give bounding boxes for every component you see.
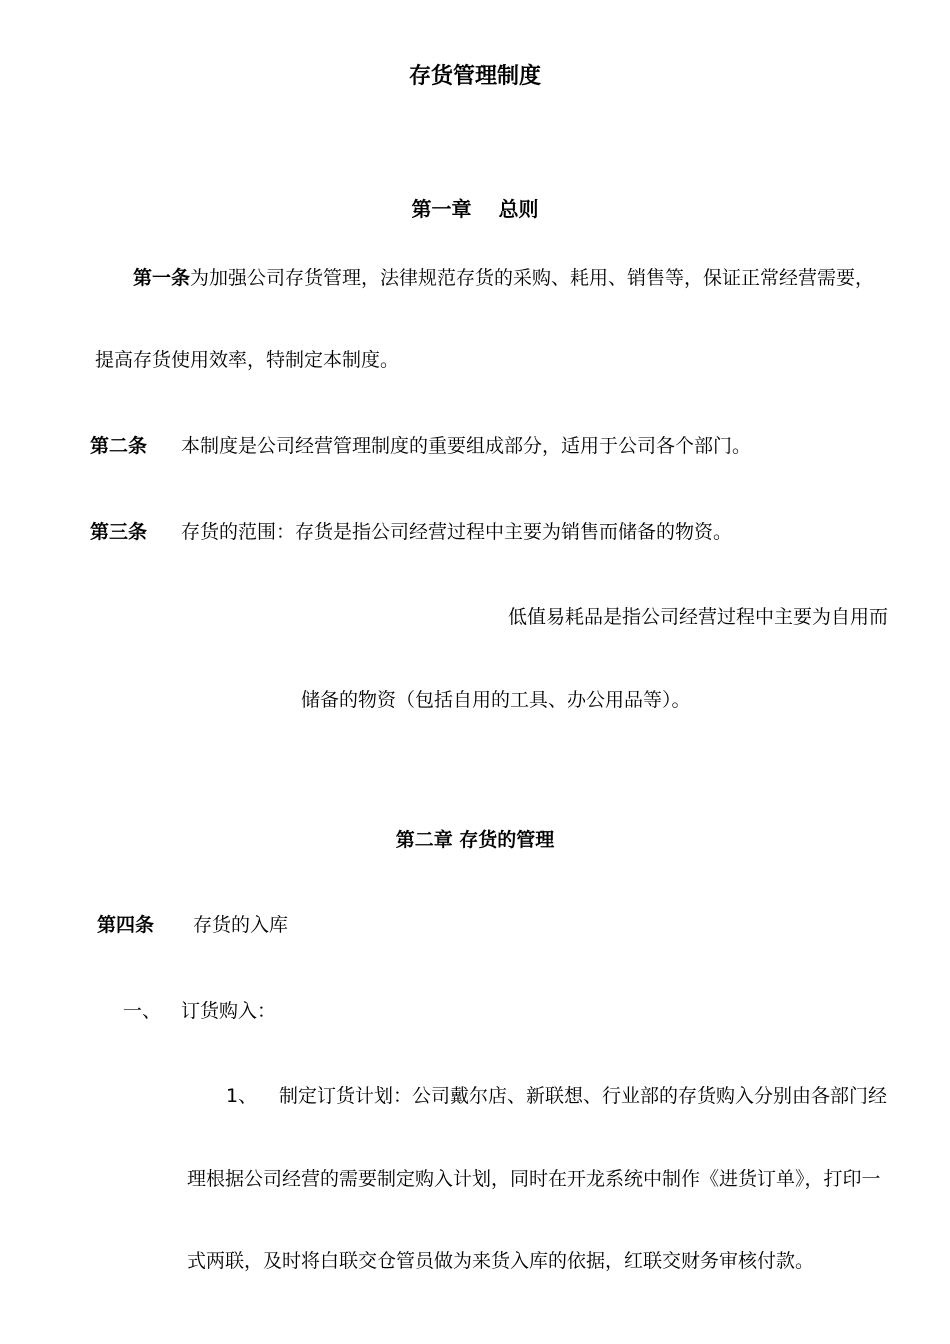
- article-4-label: 第四条: [97, 914, 155, 936]
- article-2-text: 本制度是公司经营管理制度的重要组成部分，适用于公司各个部门。: [181, 435, 752, 457]
- item-1-text-line-2: 理根据公司经营的需要制定购入计划，同时在开龙系统中制作《进货订单》，打印一: [187, 1168, 881, 1190]
- chapter-2-heading: 第二章 存货的管理: [395, 829, 555, 851]
- chapter-1-heading: 第一章 总则: [411, 197, 539, 221]
- article-4-text: 存货的入库: [193, 914, 289, 936]
- item-1-number: 1、: [226, 1085, 258, 1107]
- article-3-text-line-2: 低值易耗品是指公司经营过程中主要为自用而: [508, 606, 889, 628]
- article-1-label: 第一条: [133, 267, 191, 289]
- section-1-text: 订货购入：: [181, 1000, 277, 1022]
- article-3-text-line-3: 储备的物资（包括自用的工具、办公用品等）。: [301, 689, 691, 711]
- article-1-text-line-2: 提高存货使用效率，特制定本制度。: [95, 349, 400, 371]
- article-2-label: 第二条: [90, 435, 148, 457]
- item-1-text-line-3: 式两联，及时将白联交仓管员做为来货入库的依据，红联交财务审核付款。: [187, 1250, 815, 1272]
- section-1-number: 一、: [123, 1000, 162, 1022]
- article-1-text-line-1: 为加强公司存货管理，法律规范存货的采购、耗用、销售等，保证正常经营需要，: [190, 267, 875, 289]
- item-1-text-line-1: 制定订货计划：公司戴尔店、新联想、行业部的存货购入分别由各部门经: [279, 1085, 888, 1107]
- article-3-label: 第三条: [90, 521, 148, 543]
- article-3-text-line-1: 存货的范围：存货是指公司经营过程中主要为销售而储备的物资。: [181, 521, 733, 543]
- document-title: 存货管理制度: [408, 63, 541, 89]
